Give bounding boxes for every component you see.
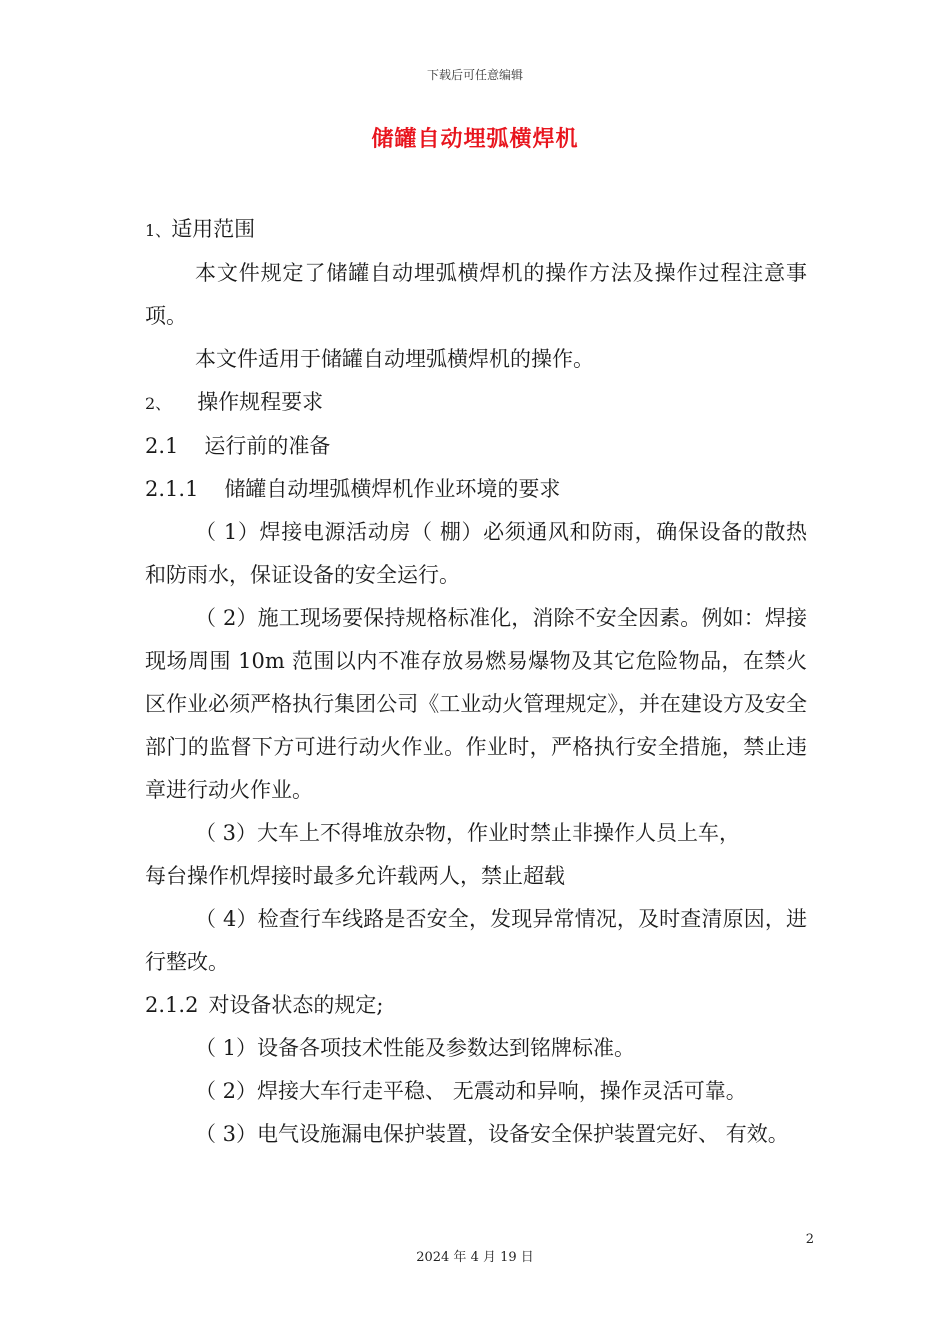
- section-2-heading: [145, 381, 807, 425]
- section-2-1-title: 运行前的准备: [204, 434, 331, 458]
- section-2-1-1-title: 储罐自动埋弧横焊机作业环境的要求: [224, 477, 561, 501]
- section-1-paragraph-1: 本文件规定了储罐自动埋弧横焊机的操作方法及操作过程注意事项。: [145, 261, 807, 328]
- section-2-1-1-item-2: （ 2）施工现场要保持规格标准化，消除不安全因素。例如：焊接现场周围 10m 范围以内不准存放易燃易爆物及其它危险物品，在禁火区作业必须严格执行集团公司《工业动火管理规定》，并在建设方及安全部门的监督下方可进行动火作业。作业时，严格执行安全措施，禁止违章进行动火作业。: [145, 606, 807, 802]
- section-2-1-2-item-1: （ 1）设备各项技术性能及参数达到铭牌标准。: [195, 1036, 636, 1060]
- section-2-1-2-item-2: （ 2）焊接大车行走平稳、 无震动和异响，操作灵活可靠。: [195, 1079, 747, 1103]
- section-2-1-1-item-1: （ 1）焊接电源活动房（ 棚）必须通风和防雨，确保设备的散热和防雨水，保证设备的安全运行。: [145, 520, 807, 587]
- section-2-1-1-item-3: （ 3）大车上不得堆放杂物，作业时禁止非操作人员上车，: [195, 821, 741, 845]
- section-2-title: 操作规程要求: [197, 390, 324, 414]
- section-1-number: 1、: [145, 221, 172, 240]
- section-2-1-number: 2.1: [145, 434, 179, 458]
- section-2-1-2-heading: [145, 984, 807, 1027]
- document-body: [145, 208, 807, 1156]
- document-title: 储罐自动埋弧横焊机: [371, 127, 579, 152]
- footer-date: 2024 年 4 月 19 日: [416, 1250, 534, 1265]
- section-1-title: 适用范围: [171, 217, 256, 241]
- page-number: 2: [805, 1232, 814, 1247]
- section-2-1-1-heading: [145, 468, 807, 511]
- section-2-1-1-item-4: （ 4）检查行车线路是否安全，发现异常情况，及时查清原因，进行整改。: [145, 907, 807, 974]
- section-2-number: 2、: [145, 394, 172, 413]
- section-2-1-heading: [145, 425, 807, 468]
- section-1-paragraph-2: 本文件适用于储罐自动埋弧横焊机的操作。: [195, 347, 594, 371]
- section-2-1-2-number: 2.1.2: [145, 993, 199, 1017]
- section-2-1-2-title: 对设备状态的规定;: [208, 993, 384, 1017]
- section-2-1-1-number: 2.1.1: [145, 477, 199, 501]
- section-2-1-1-item-3-continued: 每台操作机焊接时最多允许载两人，禁止超载: [145, 864, 565, 888]
- section-2-1-2-item-3: （ 3）电气设施漏电保护装置，设备安全保护装置完好、 有效。: [195, 1122, 789, 1146]
- header-note: 下载后可任意编辑: [426, 68, 523, 82]
- section-1-heading: [145, 208, 807, 252]
